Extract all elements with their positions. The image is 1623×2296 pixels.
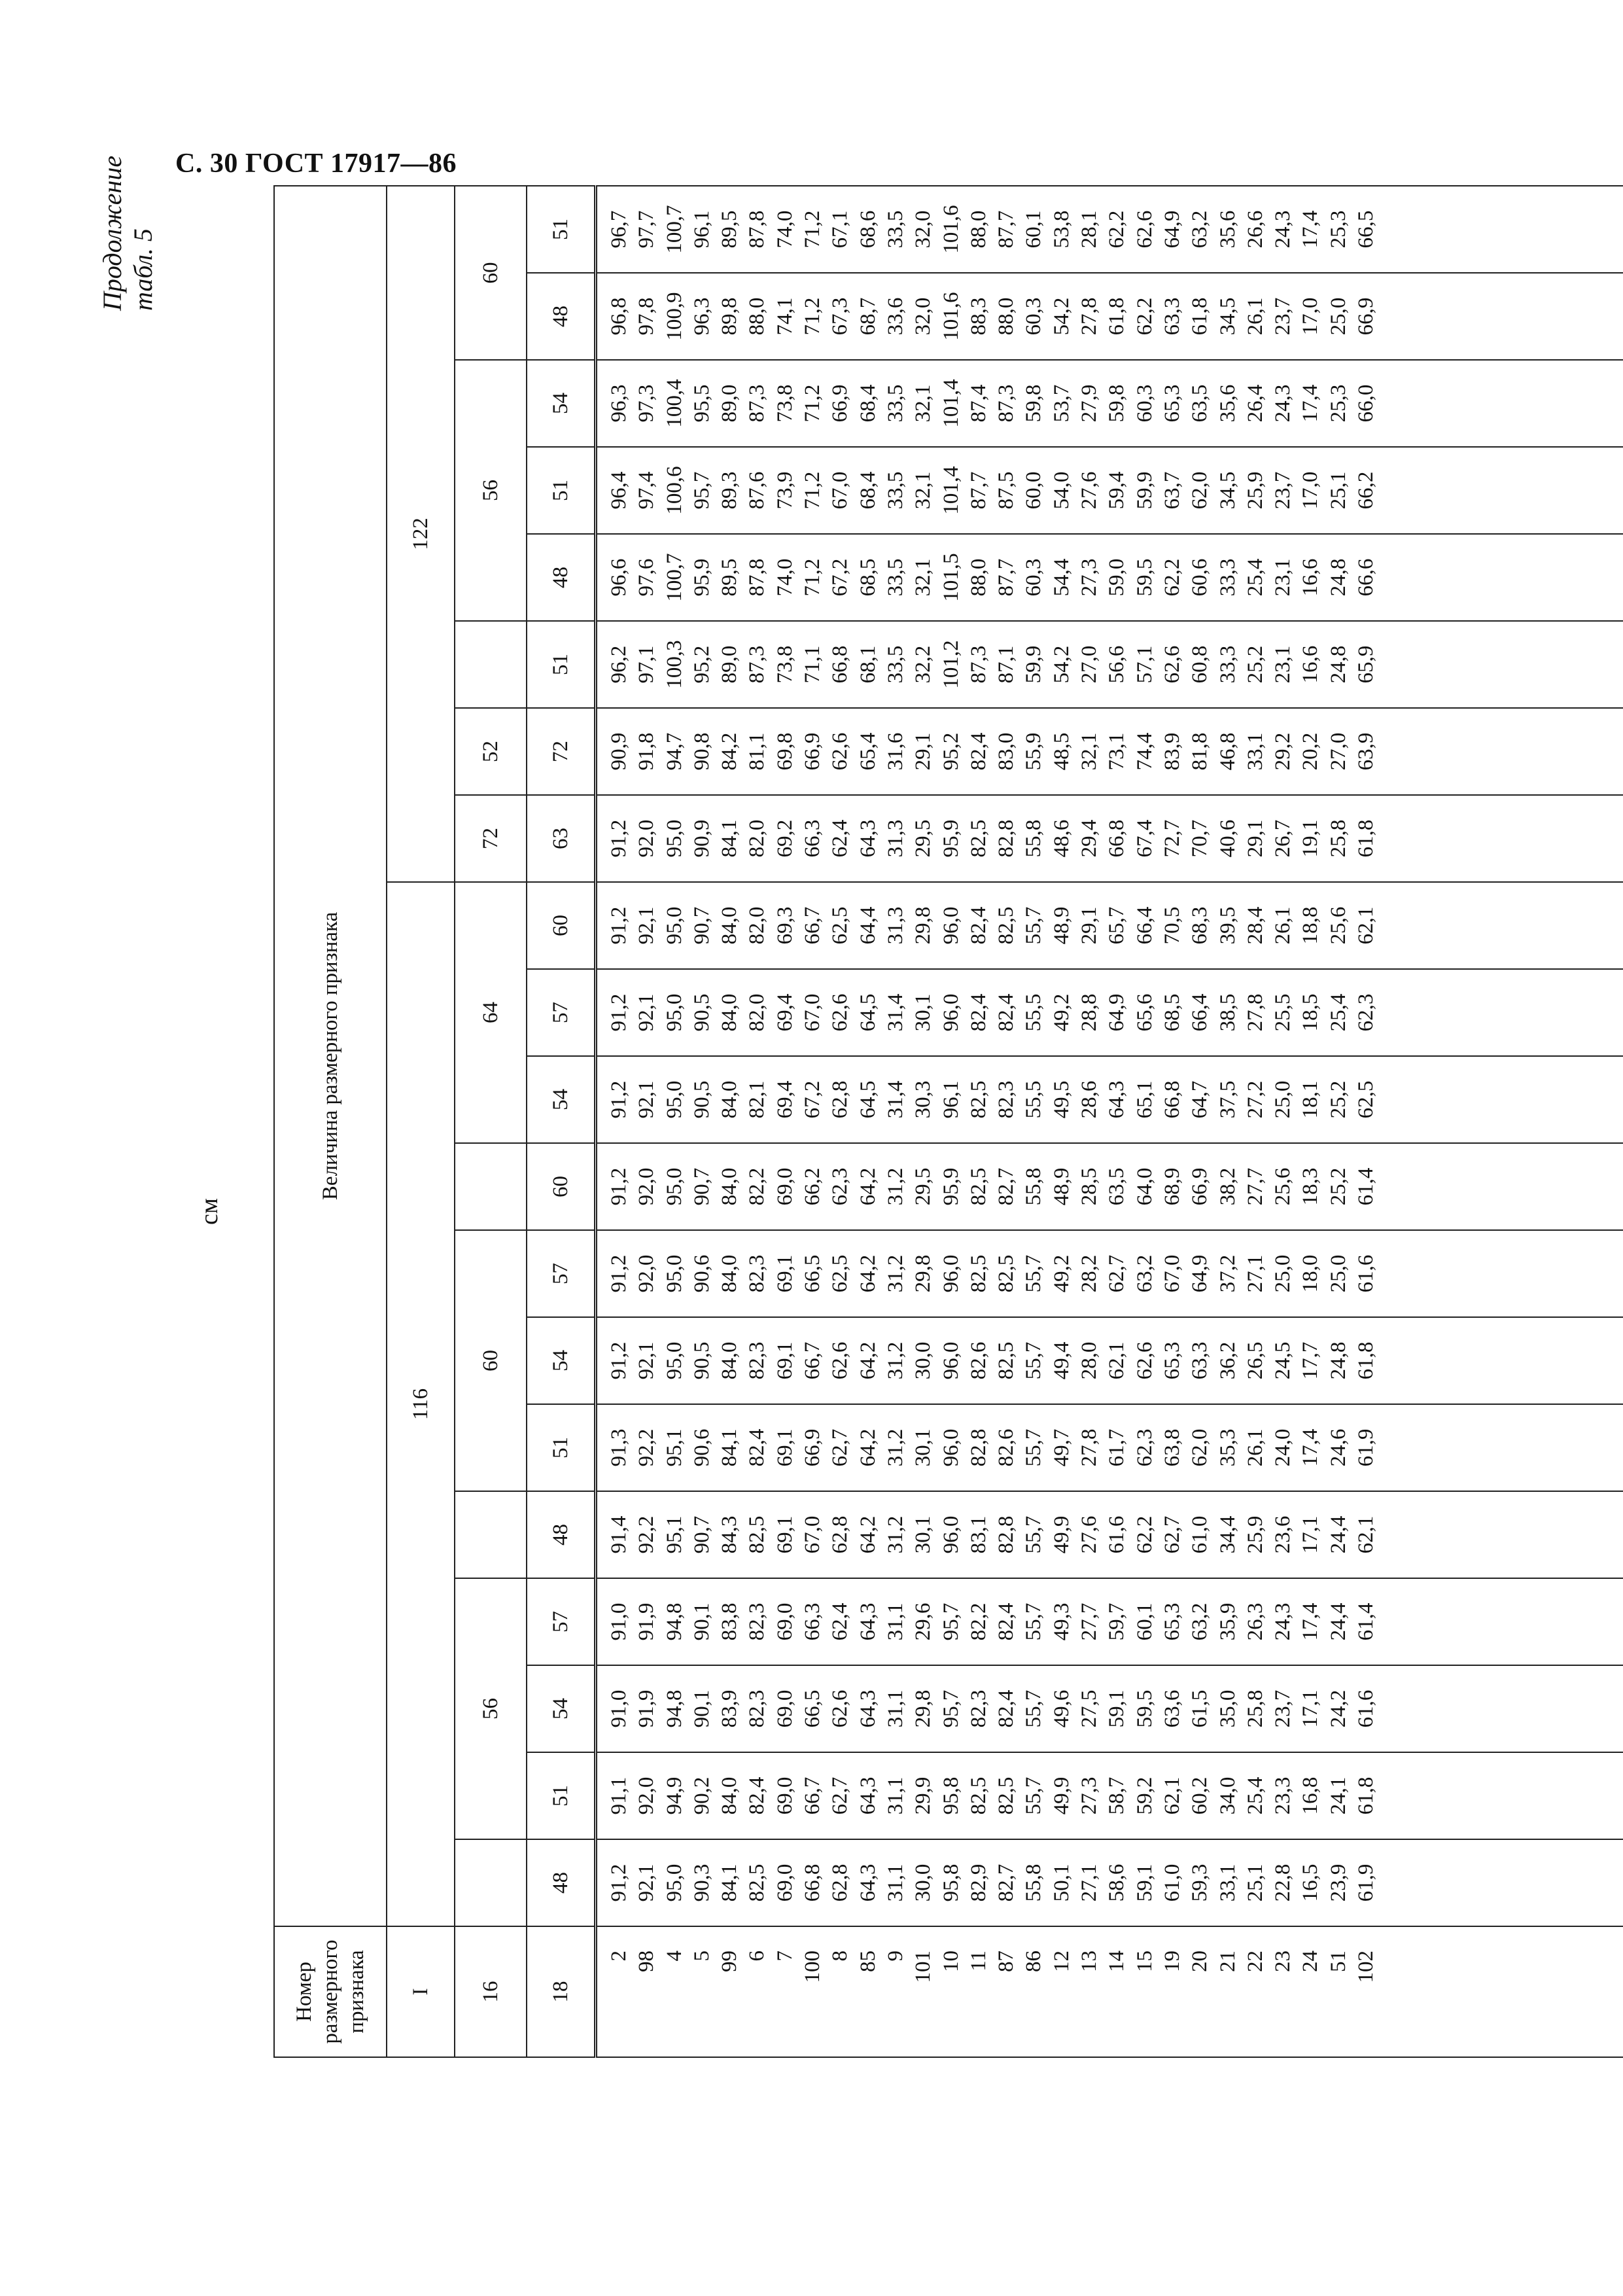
data-column: 91,0 91,9 94,8 90,1 83,9 82,3 69,0 66,5 62,6 64,3 31,1 29,8 95,7 82,3 82,4 55,7 49,6 27,5 59,1 59,5 63,6 61,5 35,0 25,8 23,7 17,1 24,2 61,6 — [596, 1665, 1623, 1752]
data-column: 91,2 92,0 95,0 90,9 84,1 82,0 69,2 66,3 62,4 64,3 31,3 29,5 95,9 82,5 82,8 55,8 48,6 29,4 66,8 67,4 72,7 70,7 40,6 29,1 26,7 19,1 25,8 61,8 — [596, 795, 1623, 882]
column-header: 54 — [527, 1317, 596, 1404]
data-column: 91,2 92,0 95,0 90,6 84,0 82,3 69,1 66,5 62,5 64,2 31,2 29,8 96,0 82,5 82,5 55,7 49,2 28,2 62,7 63,2 67,0 64,9 37,2 27,1 25,0 18,0 25,0 61,6 — [596, 1230, 1623, 1317]
row-labels-column: 2 98 4 5 99 6 7 100 8 85 9 101 10 11 87 86 12 13 14 15 19 20 21 22 23 24 51 102 — [596, 1926, 1623, 2057]
data-table — [273, 185, 1623, 2058]
data-column: 96,3 97,3 100,4 95,5 89,0 87,3 73,8 71,2 66,9 68,4 33,5 32,1 101,4 87,4 87,3 59,8 53,7 27,9 59,8 60,3 65,3 63,5 35,6 26,4 24,3 17,4 25,3 66,0 — [596, 360, 1623, 447]
column-header: 57 — [527, 969, 596, 1056]
header-group-l1: 122 — [387, 186, 455, 882]
header-group-l2: 56 — [455, 360, 527, 621]
column-header: 51 — [527, 447, 596, 534]
row-header-level-2: 16 — [455, 1926, 527, 2057]
data-column: 91,2 92,0 95,0 90,7 84,0 82,2 69,0 66,2 62,3 64,2 31,2 29,5 95,9 82,5 82,7 55,8 48,9 28,5 63,5 64,0 68,9 66,9 38,2 27,7 25,6 18,3 25,2 61,4 — [596, 1143, 1623, 1230]
row-header-label: Номер размерного признака — [274, 1926, 387, 2057]
data-column: 91,2 92,1 95,0 90,5 84,0 82,3 69,1 66,7 62,6 64,2 31,2 30,0 96,0 82,6 82,5 55,7 49,4 28,0 62,1 62,6 65,3 63,3 36,2 26,5 24,5 17,7 24,8 61,8 — [596, 1317, 1623, 1404]
column-header: 51 — [527, 1404, 596, 1491]
column-header: 48 — [527, 534, 596, 621]
data-column: 96,6 97,6 100,7 95,9 89,5 87,8 74,0 71,2 67,2 68,5 33,5 32,1 101,5 88,0 87,7 60,3 54,4 27,3 59,0 59,5 62,2 60,6 33,3 25,4 23,1 16,6 24,8 66,6 — [596, 534, 1623, 621]
header-group-l2: 56 — [455, 1578, 527, 1839]
header-group-l2: 64 — [455, 882, 527, 1143]
header-group-l2: 52 — [455, 708, 527, 795]
size-header-label: Величина размерного признака — [274, 186, 387, 1926]
column-header: 57 — [527, 1578, 596, 1665]
header-group-l2 — [455, 1839, 527, 1926]
column-header: 60 — [527, 1143, 596, 1230]
data-column: 91,2 92,1 95,0 90,5 84,0 82,1 69,4 67,2 62,8 64,5 31,4 30,3 96,1 82,5 82,3 55,5 49,5 28,6 64,3 65,1 66,8 64,7 37,5 27,2 25,0 18,1 25,2 62,5 — [596, 1056, 1623, 1143]
column-header: 51 — [527, 186, 596, 273]
header-group-l1: 116 — [387, 882, 455, 1926]
data-column: 96,8 97,8 100,9 96,3 89,8 88,0 74,1 71,2 67,3 68,7 33,6 32,0 101,6 88,3 88,0 60,3 54,2 27,8 61,8 62,2 63,3 61,8 34,5 26,1 23,7 17,0 25,0 66,9 — [596, 273, 1623, 360]
header-group-l2: 60 — [455, 186, 527, 360]
data-column: 96,4 97,4 100,6 95,7 89,3 87,6 73,9 71,2 67,0 68,4 33,5 32,1 101,4 87,7 87,5 60,0 54,0 27,6 59,4 59,9 63,7 62,0 34,5 25,9 23,7 17,0 25,1 66,2 — [596, 447, 1623, 534]
column-header: 60 — [527, 882, 596, 969]
column-header: 51 — [527, 621, 596, 708]
row-header-level-1: I — [387, 1926, 455, 2057]
column-header: 48 — [527, 1491, 596, 1578]
column-header: 63 — [527, 795, 596, 882]
data-column: 91,2 92,1 95,0 90,7 84,0 82,0 69,3 66,7 62,5 64,4 31,3 29,8 96,0 82,4 82,5 55,7 48,9 29,1 65,7 66,4 70,5 68,3 39,5 28,4 26,1 18,8 25,6 62,1 — [596, 882, 1623, 969]
header-group-l2 — [455, 1491, 527, 1578]
continuation-label: Продолжение табл. 5 — [97, 155, 158, 311]
data-column: 91,3 92,2 95,1 90,6 84,1 82,4 69,1 66,9 62,7 64,2 31,2 30,1 96,0 82,8 82,6 55,7 49,7 27,8 61,7 62,3 63,8 62,0 35,3 26,1 24,0 17,4 24,6 61,9 — [596, 1404, 1623, 1491]
data-column: 91,2 92,1 95,0 90,5 84,0 82,0 69,4 67,0 62,6 64,5 31,4 30,1 96,0 82,4 82,4 55,5 49,2 28,8 64,9 65,6 68,5 66,4 38,5 27,8 25,5 18,5 25,4 62,3 — [596, 969, 1623, 1056]
data-column: 96,7 97,7 100,7 96,1 89,5 87,8 74,0 71,2 67,1 68,6 33,5 32,0 101,6 88,0 87,7 60,1 53,8 28,1 62,2 62,6 64,9 63,2 35,6 26,6 24,3 17,4 25,3 66,5 — [596, 186, 1623, 273]
data-column: 90,9 91,8 94,7 90,8 84,2 81,1 69,8 66,9 62,6 65,4 31,6 29,1 95,2 82,4 83,0 55,9 48,5 32,1 73,1 74,4 83,9 81,8 46,8 33,1 29,2 20,2 27,0 63,9 — [596, 708, 1623, 795]
column-header: 54 — [527, 1056, 596, 1143]
column-header: 57 — [527, 1230, 596, 1317]
unit-label: см — [196, 1198, 223, 1225]
header-group-l2 — [455, 1143, 527, 1230]
page-header: С. 30 ГОСТ 17917—86 — [175, 149, 457, 179]
column-header: 51 — [527, 1752, 596, 1839]
column-header: 72 — [527, 708, 596, 795]
column-header: 54 — [527, 360, 596, 447]
column-header: 48 — [527, 273, 596, 360]
column-header: 48 — [527, 1839, 596, 1926]
data-column: 96,2 97,1 100,3 95,2 89,0 87,3 73,8 71,1 66,8 68,1 33,5 32,2 101,2 87,3 87,1 59,9 54,2 27,0 56,6 57,1 62,6 60,8 33,3 25,2 23,1 16,6 24,8 65,9 — [596, 621, 1623, 708]
header-group-l2: 72 — [455, 795, 527, 882]
data-column: 91,2 92,1 95,0 90,3 84,1 82,5 69,0 66,8 62,8 64,3 31,1 30,0 95,8 82,9 82,7 55,8 50,1 27,1 58,6 59,1 61,0 59,3 33,1 25,1 22,8 16,5 23,9 61,9 — [596, 1839, 1623, 1926]
header-group-l2 — [455, 621, 527, 708]
header-group-l2: 60 — [455, 1230, 527, 1491]
row-header-level-3: 18 — [527, 1926, 596, 2057]
data-column: 91,0 91,9 94,8 90,1 83,8 82,3 69,0 66,3 62,4 64,3 31,1 29,6 95,7 82,2 82,4 55,7 49,3 27,7 59,7 60,1 65,3 63,2 35,9 26,3 24,3 17,4 24,4 61,4 — [596, 1578, 1623, 1665]
data-column: 91,1 92,0 94,9 90,2 84,0 82,4 69,0 66,7 62,7 64,3 31,1 29,9 95,8 82,5 82,5 55,7 49,9 27,3 58,7 59,2 62,1 60,2 34,0 25,4 23,3 16,8 24,1 61,8 — [596, 1752, 1623, 1839]
data-column: 91,4 92,2 95,1 90,7 84,3 82,5 69,1 67,0 62,8 64,2 31,2 30,1 96,0 83,1 82,8 55,7 49,9 27,6 61,6 62,2 62,7 61,0 34,4 25,9 23,6 17,1 24,4 62,1 — [596, 1491, 1623, 1578]
column-header: 54 — [527, 1665, 596, 1752]
